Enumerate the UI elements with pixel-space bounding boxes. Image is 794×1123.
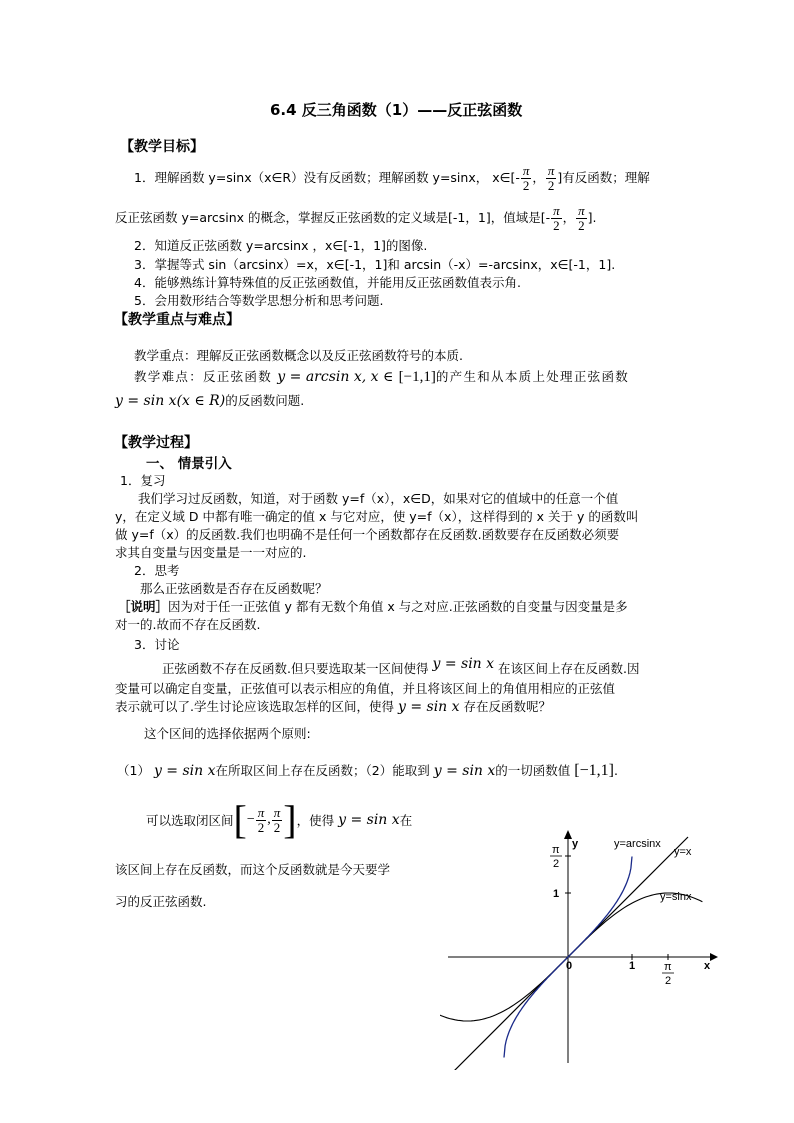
review-line3: 做 y=f（x）的反函数.我们也明确不是任何一个函数都存在反函数.函数要存在反函数必须要 bbox=[115, 527, 620, 542]
tick-label-x-1: 1 bbox=[629, 960, 636, 972]
step-review: 1．复习 bbox=[120, 473, 166, 488]
section-heading-process: 【教学过程】 bbox=[114, 435, 198, 451]
page-title: 6.4 反三角函数（1）——反正弦函数 bbox=[270, 101, 523, 119]
tick-label-y-pi: π bbox=[552, 844, 560, 856]
step-discuss: 3．讨论 bbox=[134, 637, 180, 652]
tick-label-x-pi: π bbox=[664, 961, 672, 973]
goal-4: 4．能够熟练计算特殊值的反正弦函数值，并能用反正弦函数值表示角. bbox=[134, 275, 521, 290]
goal-2: 2．知道反正弦函数 y=arcsinx ，x∈[-1，1]的图像. bbox=[134, 238, 428, 253]
discuss-line1: 正弦函数不存在反函数.但只要选取某一区间使得 y = sin x 在该区间上存在反函数.因 bbox=[162, 656, 640, 676]
fraction-pi-over-2: $\frac{\pi}{2}$ bbox=[257, 804, 265, 835]
x-axis-arrow bbox=[710, 953, 718, 961]
section-heading-goals: 【教学目标】 bbox=[120, 139, 204, 155]
principles-intro: 这个区间的选择依据两个原则: bbox=[144, 726, 311, 741]
key-point: 教学重点：理解反正弦函数概念以及反正弦函数符号的本质. bbox=[134, 348, 463, 363]
tick-label-x-two: 2 bbox=[665, 975, 672, 987]
section-heading-keypoints: 【教学重点与难点】 bbox=[114, 312, 240, 328]
tick-label-y-1: 1 bbox=[553, 888, 560, 900]
discuss-line3: 表示就可以了.学生讨论应该选取怎样的区间，使得 y = sin x 存在反函数呢？ bbox=[115, 699, 552, 715]
tick-label-y-two: 2 bbox=[553, 858, 560, 870]
fraction-pi-over-2: $\frac{\pi}{2}$ bbox=[578, 203, 585, 233]
origin-label: 0 bbox=[566, 960, 573, 972]
goal-3: 3．掌握等式 sin（arcsinx）=x，x∈[-1，1]和 arcsin（-x）=-arcsinx，x∈[-1，1]. bbox=[134, 257, 616, 272]
label-arcsinx: y=arcsinx bbox=[614, 838, 661, 850]
note-line1: ［说明］因为对于任一正弦值 y 都有无数个角值 x 与之对应.正弦函数的自变量与因变量是多 bbox=[118, 599, 628, 614]
difficulty-line1: 教学难点：反正弦函数 y = arcsin x, x ∈ [−1,1]的产生和从本质上处理正弦函数 bbox=[134, 369, 630, 385]
fraction-pi-over-2: $\frac{\pi}{2}$ bbox=[547, 163, 555, 193]
line-y-equals-x bbox=[453, 837, 688, 1070]
axis-x-label: x bbox=[704, 960, 711, 972]
arcsin-graph bbox=[440, 825, 730, 1070]
review-line2: y，在定义域 D 中都有唯一确定的值 x 与它对应，使 y=f（x），这样得到的 x 关于 y 的函数叫 bbox=[115, 509, 639, 524]
fraction-pi-over-2: $\frac{\pi}{2}$ bbox=[273, 804, 281, 835]
fraction-pi-over-2: $\frac{\pi}{2}$ bbox=[553, 203, 560, 233]
fraction-pi-over-2: $\frac{\pi}{2}$ bbox=[522, 163, 530, 193]
difficulty-line2: y = sin x(x ∈ R)的反函数问题. bbox=[115, 393, 305, 409]
conclusion-line2: 习的反正弦函数. bbox=[115, 894, 207, 909]
discuss-line2: 变量可以确定自变量，正弦值可以表示相应的角值，并且将该区间上的角值用相应的正弦值 bbox=[115, 681, 616, 696]
label-sinx: y=sinx bbox=[660, 891, 692, 903]
goal-1-line1: 1．理解函数 y=sinx（x∈R）没有反函数；理解函数 y=sinx， x∈[- $\frac{\pi}{2}$ ， $\frac{\pi}{2}$ ]有反函数；理解 bbox=[134, 163, 650, 193]
note-line2: 对一的.故而不存在反函数. bbox=[115, 617, 261, 632]
review-line1: 我们学习过反函数，知道，对于函数 y=f（x），x∈D，如果对它的值域中的任意一个值 bbox=[138, 491, 619, 506]
review-line4: 求其自变量与因变量是一一对应的. bbox=[115, 545, 307, 560]
goal-5: 5．会用数形结合等数学思想分析和思考问题. bbox=[134, 293, 384, 308]
goal-1-line2: 反正弦函数 y=arcsinx 的概念，掌握反正弦函数的定义域是[-1，1]，值域是[- $\frac{\pi}{2}$ ， $\frac{\pi}{2}$ ]. bbox=[115, 203, 597, 233]
step-think: 2．思考 bbox=[134, 563, 180, 578]
label-y-equals-x: y=x bbox=[674, 846, 692, 858]
think-question: 那么正弦函数是否存在反函数呢？ bbox=[140, 581, 328, 596]
closed-interval-line: 可以选取闭区间[− $\frac{\pi}{2}$ , $\frac{\pi}{2}$ ]，使得 y = sin x在 bbox=[146, 797, 413, 842]
axis-y-label: y bbox=[572, 838, 579, 850]
y-axis-arrow bbox=[564, 830, 572, 839]
principles-line: （1） y = sin x在所取区间上存在反函数；（2）能取到 y = sin x的一切函数值 [−1,1]. bbox=[117, 762, 618, 779]
conclusion-line1: 该区间上存在反函数，而这个反函数就是今天要学 bbox=[115, 862, 391, 877]
subheading-intro: 一、 情景引入 bbox=[146, 456, 232, 472]
